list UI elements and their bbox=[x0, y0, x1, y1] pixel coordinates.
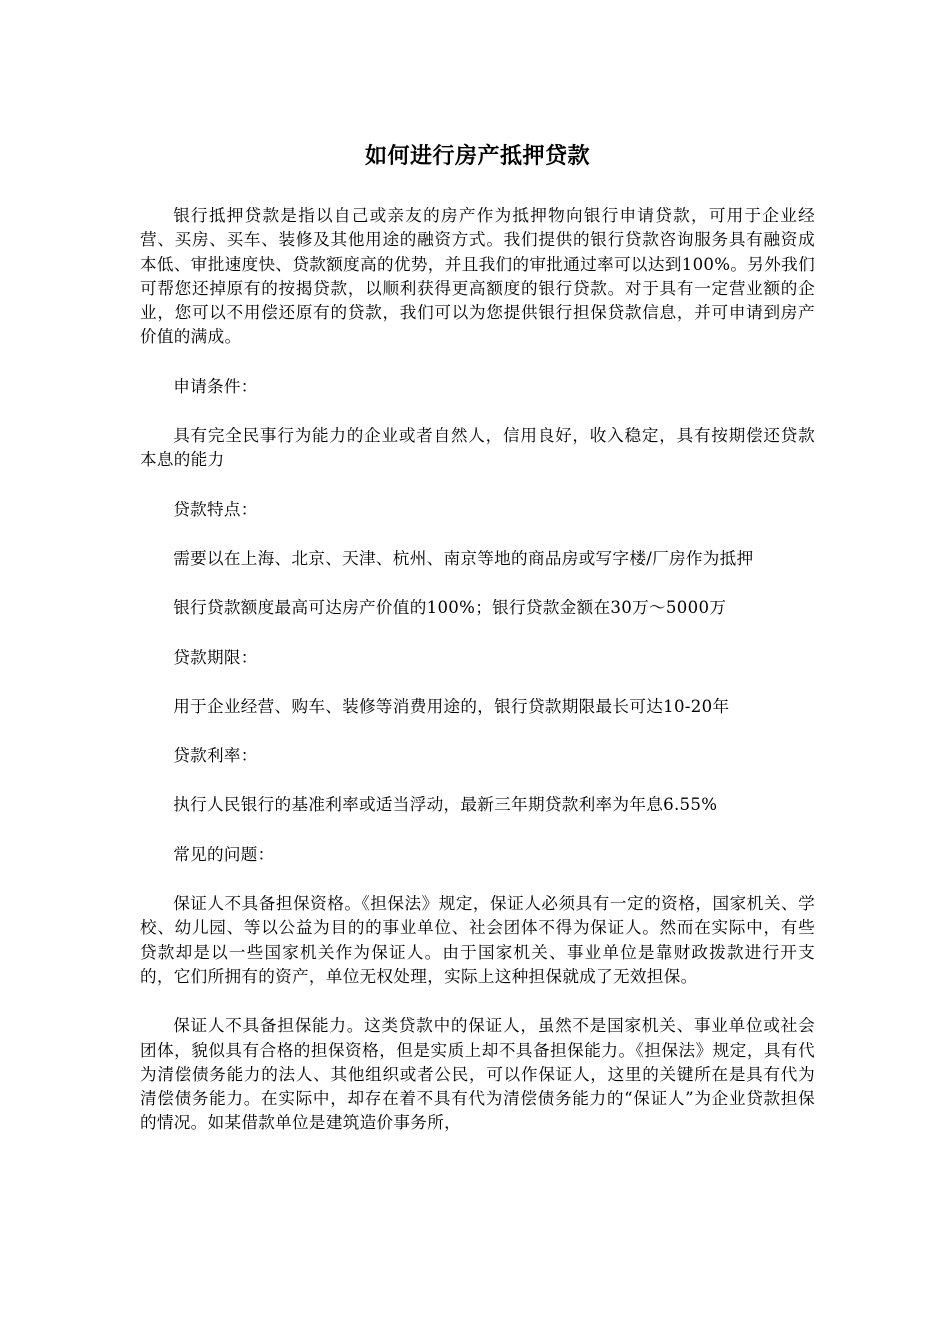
heading-interest-rate: 贷款利率： bbox=[173, 746, 258, 766]
paragraph-application-conditions: 具有完全民事行为能力的企业或者自然人，信用良好，收入稳定，具有按期偿还贷款本息的能力 bbox=[140, 426, 815, 470]
heading-common-problems: 常见的问题： bbox=[173, 844, 275, 864]
paragraph-guarantor-qualification: 保证人不具备担保资格。《担保法》规定，保证人必须具有一定的资格，国家机关、学校、幼儿园、等以公益为目的的事业单位、社会团体不得为保证人。然而在实际中，有些贷款却是以一些国家机关作为保证人。由于国家机关、事业单位是靠财政拨款进行开支的，它们所拥有的资产，单位无权处理，实际上这种担保就成了无效担保。 bbox=[140, 894, 815, 986]
document-body bbox=[140, 132, 815, 1161]
paragraph-loan-amount: 银行贷款额度最高可达房产价值的100%；银行贷款金额在30万～5000万 bbox=[173, 598, 727, 618]
paragraph-collateral: 需要以在上海、北京、天津、杭州、南京等地的商品房或写字楼/厂房作为抵押 bbox=[173, 548, 754, 568]
paragraph-interest-rate: 执行人民银行的基准利率或适当浮动，最新三年期贷款利率为年息6.55% bbox=[173, 795, 718, 815]
paragraph-intro: 银行抵押贷款是指以自己或亲友的房产作为抵押物向银行申请贷款，可用于企业经营、买房、买车、装修及其他用途的融资方式。我们提供的银行贷款咨询服务具有融资成本低、审批速度快、贷款额度高的优势，并且我们的审批通过率可以达到100%。另外我们可帮您还掉原有的按揭贷款，以顺利获得更高额度的银行贷款。对于具有一定营业额的企业，您可以不用偿还原有的贷款，我们可以为您提供银行担保贷款信息，并可申请到房产价值的满成。 bbox=[140, 206, 815, 347]
paragraph-guarantor-capacity: 保证人不具备担保能力。这类贷款中的保证人，虽然不是国家机关、事业单位或社会团体，貌似具有合格的担保资格，但是实质上却不具备担保能力。《担保法》规定，具有代为清偿债务能力的法人、其他组织或者公民，可以作保证人，这里的关键所在是具有代为清偿债务能力。在实际中，却存在着不具有代为清偿债务能力的“保证人”为企业贷款担保的情况。如某借款单位是建筑造价事务所， bbox=[140, 1016, 815, 1133]
heading-loan-features: 贷款特点： bbox=[173, 499, 258, 519]
paragraph-loan-term: 用于企业经营、购车、装修等消费用途的，银行贷款期限最长可达10-20年 bbox=[173, 696, 730, 716]
document-title: 如何进行房产抵押贷款 bbox=[364, 143, 590, 169]
heading-loan-term: 贷款期限： bbox=[173, 647, 258, 667]
heading-application-conditions: 申请条件： bbox=[173, 376, 258, 396]
